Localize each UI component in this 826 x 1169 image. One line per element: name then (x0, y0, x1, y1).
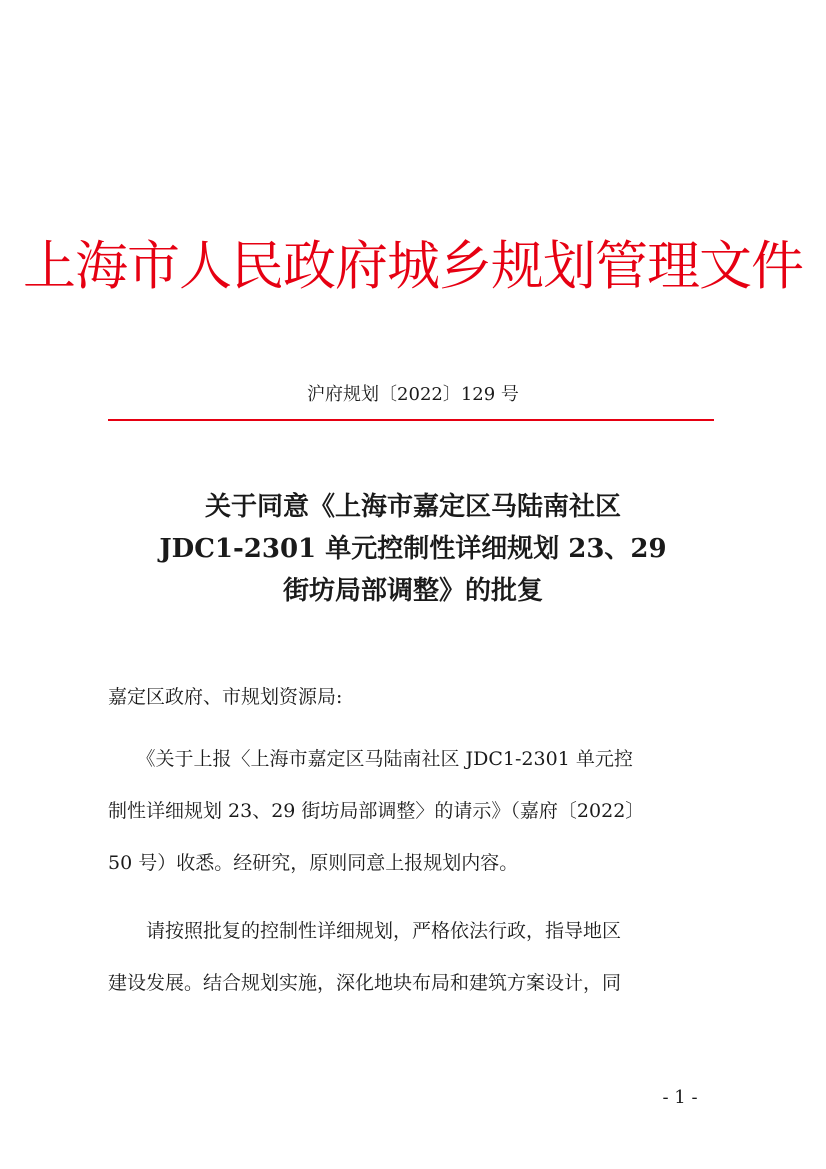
subject-line: 关于同意《上海市嘉定区马陆南社区 (204, 492, 621, 522)
body-paragraph-2 (108, 905, 714, 1009)
document-header-title: 上海市人民政府城乡规划管理文件 (23, 236, 803, 297)
document-subject (0, 486, 826, 612)
page-number: - 1 - (662, 1087, 698, 1108)
paragraph-line: 建设发展。结合规划实施，深化地块布局和建筑方案设计，同 (108, 972, 622, 994)
header-divider-line (108, 419, 714, 421)
paragraph-line: 《关于上报〈上海市嘉定区马陆南社区 JDC1-2301 单元控 (108, 748, 633, 770)
subject-line: JDC1-2301 单元控制性详细规划 23、29 (159, 534, 667, 564)
salutation: 嘉定区政府、市规划资源局: (108, 686, 343, 708)
document-number: 沪府规划〔2022〕129 号 (307, 384, 519, 405)
paragraph-line: 制性详细规划 23、29 街坊局部调整〉的请示》（嘉府〔2022〕 (108, 800, 645, 822)
paragraph-line: 请按照批复的控制性详细规划，严格依法行政，指导地区 (108, 920, 622, 942)
subject-line: 街坊局部调整》的批复 (282, 576, 543, 606)
body-paragraph-1 (108, 733, 714, 889)
paragraph-line: 50 号）收悉。经研究，原则同意上报规划内容。 (108, 852, 519, 874)
